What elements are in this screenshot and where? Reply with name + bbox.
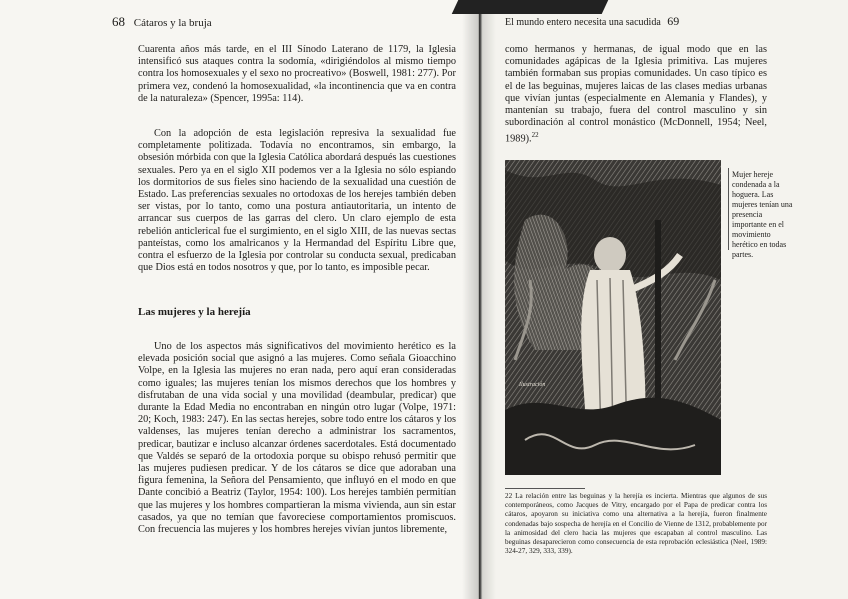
- caption-rule: [728, 168, 729, 250]
- footnote: 22 La relación entre las beguinas y la herejía es incierta. Mientras que algunos de sus contemporáneos, como Jacques de Vitry, encargado por el Papa de predicar contra los cátaros, apoyaron su iniciativa como una alternativa a la herejía, fueron finalmente condenadas bajo sospecha de herejía en el Concilio de Vienne de 1312, probablemente por la animosidad del clero hacia las mujeres que escapaban al control masculino. Las beguinas desaparecieron como consecuencia de esta reprobación eclesiástica (Neel, 1989: 324-27, 329, 333, 339).: [505, 492, 767, 556]
- left-paragraph-2: Con la adopción de esta legislación represiva la sexualidad fue completamente politizada. Todavía no encontramos, sin embargo, la obsesión mórbida con que la Iglesia Católica abordará después las cuestiones sexuales. Pero ya en el siglo XII podemos ver a la Iglesia no sólo espiando los dormitorios de sus fieles sino haciendo de la sexualidad una cuestión de Estado. Las preferencias sexuales no ortodoxas de los herejes también deben ser vistas, por lo tanto, como una postura antiautoritaria, un intento de arrancar sus cuerpos de las garras del clero. Un claro ejemplo de esta rebelión anticlerical fue el surgimiento, en el siglo XIII, de las nuevas sectas panteístas, como los amalricanos y la Hermandad del Espíritu Libre que, contra el esfuerzo de la Iglesia por controlar su conducta sexual, predicaban que Dios está en todos nosotros y que, por lo tanto, es imposible pecar.: [138, 128, 456, 274]
- right-paragraph-text: como hermanos y hermanas, de igual modo que en las comunidades agápicas de la Iglesia primitiva. Las mujeres también formaban sus propias comunidades. Un caso típico es el de las beguinas, mujeres laicas de las clases medias urbanas que vivían juntas (especialmente en Alemania y Flandes), y mantenían su trabajo, fuera del control masculino y sin subordinación al control monástico (McDonnell, 1954; Neel, 1989).: [505, 44, 767, 145]
- right-running-head: [505, 14, 679, 29]
- figure-credit: Ilustración: [519, 382, 546, 388]
- heretic-burning-engraving: [505, 160, 721, 475]
- left-page-number: 68: [112, 14, 125, 29]
- page-fold-shadow: [452, 0, 609, 14]
- book-gutter: [462, 0, 496, 599]
- left-paragraph-3: Uno de los aspectos más significativos del movimiento herético es la elevada posición social que asignó a las mujeres. Como señala Gioacchino Volpe, en la Iglesia las mujeres no eran nada, pero aquí eran consideradas como iguales; las mujeres tenían los mismos derechos que los hombres y disfrutaban de una vida social y una movilidad (deambular, predicar) que durante la Edad Media no encontraban en ningún otro lugar (Volpe, 1971: 20; Koch, 1983: 247). En las sectas herejes, sobre todo entre los cátaros y los valdenses, las mujeres tenían derecho a administrar los sacramentos, predicar, bautizar e incluso alcanzar órdenes sacerdotales. Está documentado que Valdés se separó de la ortodoxia porque su obispo rehusó permitir que las mujeres pudiesen predicar. Y de los cátaros se dice que adoraban una figura femenina, la Señora del Pensamiento, que influyó en el modo en que Dante concibió a Beatriz (Taylor, 1954: 100). Los herejes también permitían que las mujeres y los hombres compartieran la misma vivienda, aun sin estar casados, ya que no temían que favoreciese comportamientos promiscuos. Con frecuencia las mujeres y los hombres herejes vivían juntos libremente,: [138, 341, 456, 536]
- right-page-number: 69: [667, 14, 680, 28]
- woodcut-illustration: [505, 160, 721, 475]
- section-heading: Las mujeres y la herejía: [138, 306, 251, 318]
- left-running-title: Cátaros y la bruja: [133, 17, 212, 29]
- footnote-rule: [505, 488, 585, 489]
- left-paragraph-1: Cuarenta años más tarde, en el III Sínodo Laterano de 1179, la Iglesia intensificó sus ataques contra la sodomía, «dirigiéndolos al mismo tiempo contra los homosexuales y el sexo no procreativo» (Boswell, 1981: 277). Por primera vez, condenó la homosexualidad, «la incontinencia que va en contra de la naturaleza» (Spencer, 1995a: 114).: [138, 44, 456, 104]
- left-running-head: [112, 14, 212, 30]
- right-running-title: El mundo entero necesita una sacudida: [505, 17, 661, 28]
- footnote-marker: 22: [531, 131, 539, 140]
- figure-caption: Mujer hereje condenada a la hoguera. Las mujeres tenían una presencia importante en el movimiento herético en todas partes.: [732, 170, 793, 259]
- right-paragraph-1: [505, 44, 767, 146]
